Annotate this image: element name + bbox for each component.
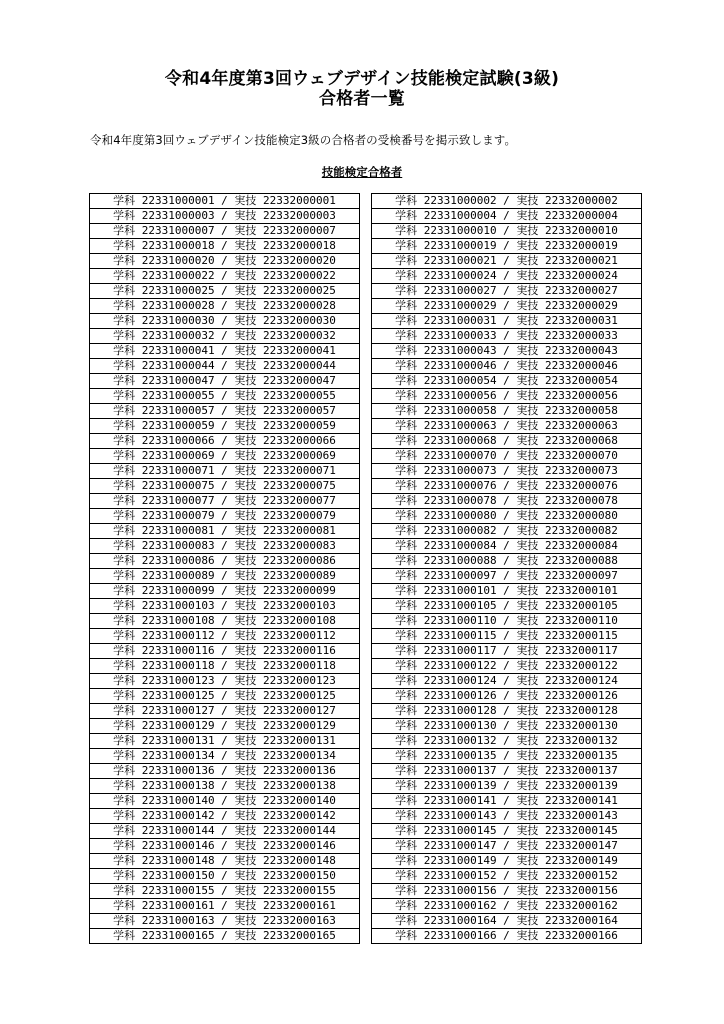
table-row bbox=[90, 584, 642, 599]
column-gap bbox=[360, 404, 372, 419]
document-title: 令和4年度第3回ウェブデザイン技能検定試験(3級) bbox=[164, 69, 560, 89]
table-row bbox=[90, 569, 642, 584]
table-row bbox=[90, 554, 642, 569]
table-row bbox=[90, 254, 642, 269]
table-row bbox=[90, 269, 642, 284]
table-row bbox=[90, 854, 642, 869]
column-gap bbox=[360, 899, 372, 914]
passer-number-cell: 学科 22331000143 / 実技 22332000143 bbox=[372, 809, 642, 824]
passer-number-cell: 学科 22331000115 / 実技 22332000115 bbox=[372, 629, 642, 644]
passer-number-cell: 学科 22331000084 / 実技 22332000084 bbox=[372, 539, 642, 554]
column-gap bbox=[360, 284, 372, 299]
table-row bbox=[90, 689, 642, 704]
table-row bbox=[90, 734, 642, 749]
column-gap bbox=[360, 509, 372, 524]
table-row bbox=[90, 329, 642, 344]
passer-number-cell: 学科 22331000073 / 実技 22332000073 bbox=[372, 464, 642, 479]
table-row bbox=[90, 449, 642, 464]
table-row bbox=[90, 359, 642, 374]
column-gap bbox=[360, 794, 372, 809]
column-gap bbox=[360, 884, 372, 899]
passer-number-cell: 学科 22331000116 / 実技 22332000116 bbox=[90, 644, 360, 659]
passer-number-cell: 学科 22331000024 / 実技 22332000024 bbox=[372, 269, 642, 284]
passer-number-cell: 学科 22331000025 / 実技 22332000025 bbox=[90, 284, 360, 299]
passer-number-cell: 学科 22331000117 / 実技 22332000117 bbox=[372, 644, 642, 659]
column-gap bbox=[360, 539, 372, 554]
passer-number-cell: 学科 22331000044 / 実技 22332000044 bbox=[90, 359, 360, 374]
passer-number-cell: 学科 22331000021 / 実技 22332000021 bbox=[372, 254, 642, 269]
table-row bbox=[90, 644, 642, 659]
passer-number-cell: 学科 22331000126 / 実技 22332000126 bbox=[372, 689, 642, 704]
passer-number-cell: 学科 22331000043 / 実技 22332000043 bbox=[372, 344, 642, 359]
table-row bbox=[90, 434, 642, 449]
table-row bbox=[90, 479, 642, 494]
column-gap bbox=[360, 209, 372, 224]
table-row bbox=[90, 344, 642, 359]
passer-number-cell: 学科 22331000058 / 実技 22332000058 bbox=[372, 404, 642, 419]
table-row bbox=[90, 374, 642, 389]
passer-number-cell: 学科 22331000054 / 実技 22332000054 bbox=[372, 374, 642, 389]
table-row bbox=[90, 869, 642, 884]
passer-number-cell: 学科 22331000022 / 実技 22332000022 bbox=[90, 269, 360, 284]
column-gap bbox=[360, 674, 372, 689]
passer-number-cell: 学科 22331000101 / 実技 22332000101 bbox=[372, 584, 642, 599]
passer-number-cell: 学科 22331000088 / 実技 22332000088 bbox=[372, 554, 642, 569]
passer-number-cell: 学科 22331000129 / 実技 22332000129 bbox=[90, 719, 360, 734]
passer-number-cell: 学科 22331000077 / 実技 22332000077 bbox=[90, 494, 360, 509]
column-gap bbox=[360, 779, 372, 794]
passer-number-cell: 学科 22331000155 / 実技 22332000155 bbox=[90, 884, 360, 899]
column-gap bbox=[360, 524, 372, 539]
passer-number-cell: 学科 22331000030 / 実技 22332000030 bbox=[90, 314, 360, 329]
passer-number-cell: 学科 22331000071 / 実技 22332000071 bbox=[90, 464, 360, 479]
passer-number-cell: 学科 22331000147 / 実技 22332000147 bbox=[372, 839, 642, 854]
column-gap bbox=[360, 329, 372, 344]
column-gap bbox=[360, 434, 372, 449]
table-row bbox=[90, 599, 642, 614]
table-row bbox=[90, 629, 642, 644]
passer-number-cell: 学科 22331000019 / 実技 22332000019 bbox=[372, 239, 642, 254]
table-row bbox=[90, 299, 642, 314]
passer-number-cell: 学科 22331000002 / 実技 22332000002 bbox=[372, 194, 642, 209]
passer-number-cell: 学科 22331000055 / 実技 22332000055 bbox=[90, 389, 360, 404]
table-row bbox=[90, 794, 642, 809]
table-row bbox=[90, 224, 642, 239]
column-gap bbox=[360, 764, 372, 779]
passer-number-cell: 学科 22331000125 / 実技 22332000125 bbox=[90, 689, 360, 704]
table-caption: 技能検定合格者 bbox=[321, 165, 403, 179]
passer-number-cell: 学科 22331000068 / 実技 22332000068 bbox=[372, 434, 642, 449]
passer-number-cell: 学科 22331000103 / 実技 22332000103 bbox=[90, 599, 360, 614]
passer-number-cell: 学科 22331000135 / 実技 22332000135 bbox=[372, 749, 642, 764]
column-gap bbox=[360, 824, 372, 839]
passer-number-cell: 学科 22331000166 / 実技 22332000166 bbox=[372, 929, 642, 944]
passer-number-cell: 学科 22331000070 / 実技 22332000070 bbox=[372, 449, 642, 464]
table-row bbox=[90, 539, 642, 554]
table-row bbox=[90, 779, 642, 794]
column-gap bbox=[360, 344, 372, 359]
table-row bbox=[90, 284, 642, 299]
passer-number-cell: 学科 22331000108 / 実技 22332000108 bbox=[90, 614, 360, 629]
column-gap bbox=[360, 584, 372, 599]
passer-number-cell: 学科 22331000145 / 実技 22332000145 bbox=[372, 824, 642, 839]
passer-number-cell: 学科 22331000146 / 実技 22332000146 bbox=[90, 839, 360, 854]
passer-number-cell: 学科 22331000076 / 実技 22332000076 bbox=[372, 479, 642, 494]
passer-number-cell: 学科 22331000018 / 実技 22332000018 bbox=[90, 239, 360, 254]
column-gap bbox=[360, 299, 372, 314]
passer-number-cell: 学科 22331000141 / 実技 22332000141 bbox=[372, 794, 642, 809]
passer-number-cell: 学科 22331000089 / 実技 22332000089 bbox=[90, 569, 360, 584]
passer-number-cell: 学科 22331000142 / 実技 22332000142 bbox=[90, 809, 360, 824]
table-row bbox=[90, 884, 642, 899]
table-row bbox=[90, 209, 642, 224]
table-row bbox=[90, 614, 642, 629]
passer-number-cell: 学科 22331000075 / 実技 22332000075 bbox=[90, 479, 360, 494]
column-gap bbox=[360, 914, 372, 929]
passer-number-cell: 学科 22331000124 / 実技 22332000124 bbox=[372, 674, 642, 689]
passer-number-cell: 学科 22331000130 / 実技 22332000130 bbox=[372, 719, 642, 734]
passer-number-cell: 学科 22331000118 / 実技 22332000118 bbox=[90, 659, 360, 674]
passer-number-cell: 学科 22331000137 / 実技 22332000137 bbox=[372, 764, 642, 779]
column-gap bbox=[360, 929, 372, 944]
passer-number-cell: 学科 22331000082 / 実技 22332000082 bbox=[372, 524, 642, 539]
passer-number-cell: 学科 22331000033 / 実技 22332000033 bbox=[372, 329, 642, 344]
column-gap bbox=[360, 839, 372, 854]
table-row bbox=[90, 194, 642, 209]
document-subtitle: 合格者一覧 bbox=[319, 89, 405, 109]
passer-number-cell: 学科 22331000149 / 実技 22332000149 bbox=[372, 854, 642, 869]
column-gap bbox=[360, 809, 372, 824]
passer-number-cell: 学科 22331000032 / 実技 22332000032 bbox=[90, 329, 360, 344]
table-row bbox=[90, 719, 642, 734]
passer-number-cell: 学科 22331000028 / 実技 22332000028 bbox=[90, 299, 360, 314]
table-row bbox=[90, 824, 642, 839]
passer-number-cell: 学科 22331000041 / 実技 22332000041 bbox=[90, 344, 360, 359]
passer-number-cell: 学科 22331000134 / 実技 22332000134 bbox=[90, 749, 360, 764]
passer-number-cell: 学科 22331000136 / 実技 22332000136 bbox=[90, 764, 360, 779]
column-gap bbox=[360, 869, 372, 884]
passer-number-cell: 学科 22331000086 / 実技 22332000086 bbox=[90, 554, 360, 569]
column-gap bbox=[360, 254, 372, 269]
column-gap bbox=[360, 419, 372, 434]
column-gap bbox=[360, 464, 372, 479]
passer-number-cell: 学科 22331000140 / 実技 22332000140 bbox=[90, 794, 360, 809]
table-row bbox=[90, 704, 642, 719]
passers-table bbox=[89, 193, 642, 944]
intro-text: 令和4年度第3回ウェブデザイン技能検定3級の合格者の受検番号を掲示致します。 bbox=[90, 133, 517, 147]
column-gap bbox=[360, 704, 372, 719]
table-row bbox=[90, 659, 642, 674]
passer-number-cell: 学科 22331000078 / 実技 22332000078 bbox=[372, 494, 642, 509]
column-gap bbox=[360, 239, 372, 254]
column-gap bbox=[360, 494, 372, 509]
passer-number-cell: 学科 22331000152 / 実技 22332000152 bbox=[372, 869, 642, 884]
passer-number-cell: 学科 22331000122 / 実技 22332000122 bbox=[372, 659, 642, 674]
passer-number-cell: 学科 22331000001 / 実技 22332000001 bbox=[90, 194, 360, 209]
passer-number-cell: 学科 22331000066 / 実技 22332000066 bbox=[90, 434, 360, 449]
passer-number-cell: 学科 22331000004 / 実技 22332000004 bbox=[372, 209, 642, 224]
passer-number-cell: 学科 22331000156 / 実技 22332000156 bbox=[372, 884, 642, 899]
column-gap bbox=[360, 449, 372, 464]
table-row bbox=[90, 239, 642, 254]
passer-number-cell: 学科 22331000138 / 実技 22332000138 bbox=[90, 779, 360, 794]
column-gap bbox=[360, 569, 372, 584]
passer-number-cell: 学科 22331000105 / 実技 22332000105 bbox=[372, 599, 642, 614]
table-row bbox=[90, 839, 642, 854]
table-row bbox=[90, 899, 642, 914]
passer-number-cell: 学科 22331000027 / 実技 22332000027 bbox=[372, 284, 642, 299]
table-row bbox=[90, 314, 642, 329]
column-gap bbox=[360, 314, 372, 329]
table-row bbox=[90, 419, 642, 434]
passer-number-cell: 学科 22331000165 / 実技 22332000165 bbox=[90, 929, 360, 944]
passer-number-cell: 学科 22331000083 / 実技 22332000083 bbox=[90, 539, 360, 554]
column-gap bbox=[360, 359, 372, 374]
table-row bbox=[90, 509, 642, 524]
table-row bbox=[90, 929, 642, 944]
column-gap bbox=[360, 854, 372, 869]
passer-number-cell: 学科 22331000081 / 実技 22332000081 bbox=[90, 524, 360, 539]
passer-number-cell: 学科 22331000057 / 実技 22332000057 bbox=[90, 404, 360, 419]
passer-number-cell: 学科 22331000162 / 実技 22332000162 bbox=[372, 899, 642, 914]
passer-number-cell: 学科 22331000161 / 実技 22332000161 bbox=[90, 899, 360, 914]
table-row bbox=[90, 389, 642, 404]
column-gap bbox=[360, 689, 372, 704]
passer-number-cell: 学科 22331000069 / 実技 22332000069 bbox=[90, 449, 360, 464]
passer-number-cell: 学科 22331000031 / 実技 22332000031 bbox=[372, 314, 642, 329]
passer-number-cell: 学科 22331000010 / 実技 22332000010 bbox=[372, 224, 642, 239]
column-gap bbox=[360, 644, 372, 659]
passer-number-cell: 学科 22331000127 / 実技 22332000127 bbox=[90, 704, 360, 719]
table-row bbox=[90, 914, 642, 929]
column-gap bbox=[360, 629, 372, 644]
passer-number-cell: 学科 22331000007 / 実技 22332000007 bbox=[90, 224, 360, 239]
passer-number-cell: 学科 22331000164 / 実技 22332000164 bbox=[372, 914, 642, 929]
column-gap bbox=[360, 599, 372, 614]
passer-number-cell: 学科 22331000110 / 実技 22332000110 bbox=[372, 614, 642, 629]
passer-number-cell: 学科 22331000148 / 実技 22332000148 bbox=[90, 854, 360, 869]
passer-number-cell: 学科 22331000080 / 実技 22332000080 bbox=[372, 509, 642, 524]
passer-number-cell: 学科 22331000056 / 実技 22332000056 bbox=[372, 389, 642, 404]
passer-number-cell: 学科 22331000047 / 実技 22332000047 bbox=[90, 374, 360, 389]
passer-number-cell: 学科 22331000020 / 実技 22332000020 bbox=[90, 254, 360, 269]
passer-number-cell: 学科 22331000059 / 実技 22332000059 bbox=[90, 419, 360, 434]
column-gap bbox=[360, 734, 372, 749]
passer-number-cell: 学科 22331000150 / 実技 22332000150 bbox=[90, 869, 360, 884]
table-row bbox=[90, 524, 642, 539]
passer-number-cell: 学科 22331000131 / 実技 22332000131 bbox=[90, 734, 360, 749]
passer-number-cell: 学科 22331000063 / 実技 22332000063 bbox=[372, 419, 642, 434]
passer-number-cell: 学科 22331000097 / 実技 22332000097 bbox=[372, 569, 642, 584]
passer-number-cell: 学科 22331000046 / 実技 22332000046 bbox=[372, 359, 642, 374]
table-row bbox=[90, 464, 642, 479]
table-row bbox=[90, 749, 642, 764]
column-gap bbox=[360, 479, 372, 494]
column-gap bbox=[360, 614, 372, 629]
passer-number-cell: 学科 22331000163 / 実技 22332000163 bbox=[90, 914, 360, 929]
column-gap bbox=[360, 749, 372, 764]
column-gap bbox=[360, 194, 372, 209]
passer-number-cell: 学科 22331000144 / 実技 22332000144 bbox=[90, 824, 360, 839]
passer-number-cell: 学科 22331000029 / 実技 22332000029 bbox=[372, 299, 642, 314]
table-row bbox=[90, 494, 642, 509]
column-gap bbox=[360, 269, 372, 284]
column-gap bbox=[360, 389, 372, 404]
column-gap bbox=[360, 224, 372, 239]
passer-number-cell: 学科 22331000112 / 実技 22332000112 bbox=[90, 629, 360, 644]
table-row bbox=[90, 809, 642, 824]
passers-table-body bbox=[90, 194, 642, 944]
table-row bbox=[90, 404, 642, 419]
column-gap bbox=[360, 554, 372, 569]
passer-number-cell: 学科 22331000123 / 実技 22332000123 bbox=[90, 674, 360, 689]
passer-number-cell: 学科 22331000132 / 実技 22332000132 bbox=[372, 734, 642, 749]
passer-number-cell: 学科 22331000128 / 実技 22332000128 bbox=[372, 704, 642, 719]
table-row bbox=[90, 764, 642, 779]
column-gap bbox=[360, 659, 372, 674]
column-gap bbox=[360, 719, 372, 734]
passer-number-cell: 学科 22331000099 / 実技 22332000099 bbox=[90, 584, 360, 599]
table-row bbox=[90, 674, 642, 689]
passer-number-cell: 学科 22331000079 / 実技 22332000079 bbox=[90, 509, 360, 524]
column-gap bbox=[360, 374, 372, 389]
passer-number-cell: 学科 22331000003 / 実技 22332000003 bbox=[90, 209, 360, 224]
passer-number-cell: 学科 22331000139 / 実技 22332000139 bbox=[372, 779, 642, 794]
